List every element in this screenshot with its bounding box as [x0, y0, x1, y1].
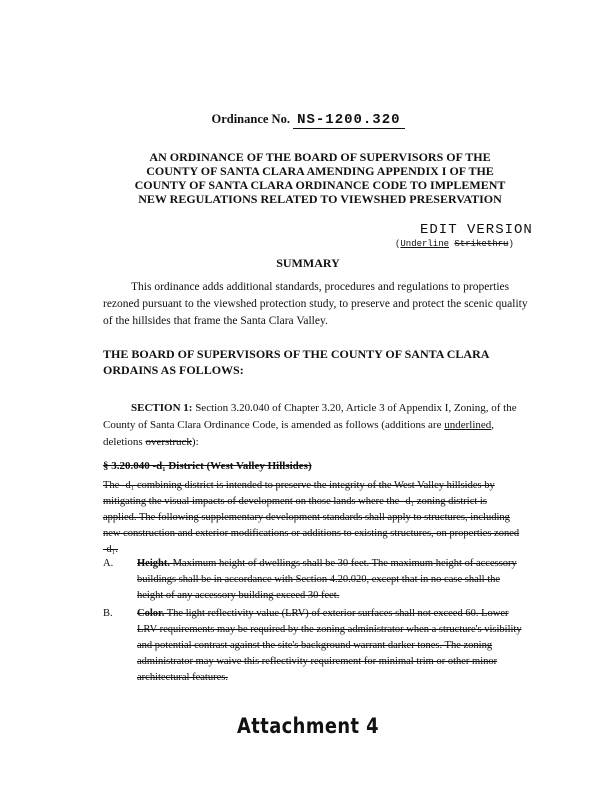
summary-heading: SUMMARY	[276, 256, 340, 270]
item-text: Maximum height of dwellings shall be 30 feet. The maximum height of accessory buildings shall be in accordance with Section 4.20.020, except that in no case shall the height of any accessory building exceed 30 feet.	[137, 558, 517, 601]
ordinance-number: NS-1200.320	[293, 112, 404, 129]
list-item-color	[103, 606, 523, 686]
ordinance-number-line	[0, 112, 616, 128]
board-heading: THE BOARD OF SUPERVISORS OF THE COUNTY OF SANTA CLARA ORDAINS AS FOLLOWS:	[103, 347, 489, 377]
note-underline: Underline	[400, 239, 450, 249]
note-close: )	[508, 239, 514, 249]
section-1-text-a: Section 3.20.040 of Chapter 3.20, Article 3 of Appendix I, Zoning, of the County of Santa Clara Ordinance Code, is amended as follows (additions are	[103, 402, 517, 431]
summary-text: This ordinance adds additional standards, procedures and regulations to properties rezoned pursuant to the viewshed protection study, to preserve and protect the scenic quality of the hillsides that frame the Santa Clara Valley.	[103, 281, 528, 327]
ordinance-label: Ordinance No.	[211, 112, 290, 126]
underlined-example: underlined	[444, 419, 492, 431]
attachment-label: Attachment 4	[237, 714, 379, 738]
ordinance-title: AN ORDINANCE OF THE BOARD OF SUPERVISORS OF THE COUNTY OF SANTA CLARA AMENDING APPENDIX I OF THE COUNTY OF SANTA CLARA ORDINANCE CODE TO IMPLEMENT NEW REGULATIONS RELATED TO VIEWSHED PRESERVATION	[134, 150, 506, 206]
section-1-label: SECTION 1:	[131, 402, 193, 414]
edit-version-label: EDIT VERSION	[420, 222, 533, 238]
item-letter: A.	[103, 558, 114, 569]
list-item-height	[103, 556, 523, 604]
item-letter: B.	[103, 608, 113, 619]
struck-section-heading: § 3.20.040 -d₁ District (West Valley Hillsides)	[103, 460, 312, 472]
section-1-text-b: , deletions	[103, 419, 495, 448]
note-open: (	[395, 239, 401, 249]
struck-intro-paragraph: The -d₁ combining district is intended to preserve the integrity of the West Valley hillsides by mitigating the visual impacts of development on those lands where the -d₁ zoning district is applied. The following supplementary development standards shall apply to structures, including new construction and exterior modifications or additions to existing structures, on properties zoned -d₁.	[103, 480, 520, 555]
section-1-text-c: ):	[191, 436, 199, 448]
edit-version-note	[395, 239, 514, 249]
note-strike: Strikethru	[454, 239, 509, 249]
section-1	[103, 400, 533, 451]
item-text: The light reflectivity value (LRV) of exterior surfaces shall not exceed 60. Lower LRV requirements may be required by the zoning administrator when a structure's visibility and potential contrast against the site's background warrant darker tones. The zoning administrator may waive this reflectivity requirement for minimal trim or other minor architectural features.	[137, 608, 522, 683]
item-title: Color.	[137, 608, 165, 619]
overstruck-example: overstruck	[145, 436, 192, 448]
item-title: Height.	[137, 558, 170, 569]
